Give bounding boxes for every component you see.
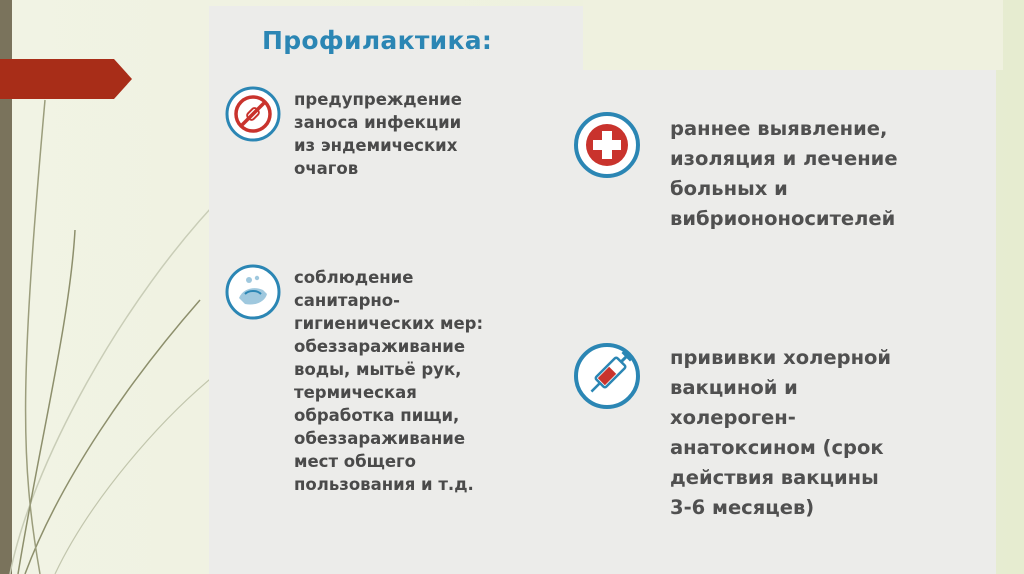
item-line: изоляция и лечение [670, 147, 898, 170]
item-line: из эндемических [294, 136, 458, 155]
item-line: заноса инфекции [294, 113, 462, 132]
item-line: термическая [294, 383, 417, 402]
syringe-icon [573, 342, 641, 410]
panel-notch [583, 0, 1003, 70]
item-line: очагов [294, 159, 359, 178]
red-arrow-shape [0, 59, 132, 99]
item-line: 3-6 месяцев) [670, 496, 815, 519]
item-line: вибриононосителей [670, 207, 896, 230]
red-cross-icon [573, 111, 641, 179]
item-line: гигиенических мер: [294, 314, 484, 333]
item-line: санитарно- [294, 291, 400, 310]
item-line: обработка пищи, [294, 406, 460, 425]
item-line: действия вакцины [670, 466, 879, 489]
item-line: раннее выявление, [670, 117, 888, 140]
item-line: пользования и т.д. [294, 475, 474, 494]
item-line: обеззараживание [294, 429, 466, 448]
item-line: прививки холерной [670, 346, 892, 369]
item-line: обеззараживание [294, 337, 466, 356]
item-line: больных и [670, 177, 788, 200]
hand-washing-icon [225, 264, 281, 320]
page-title: Профилактика: [262, 26, 493, 55]
item-line: мест общего [294, 452, 417, 471]
item-line: холероген- [670, 406, 796, 429]
item-line: вакциной и [670, 376, 798, 399]
item-line: воды, мытьё рук, [294, 360, 462, 379]
item-line: анатоксином (срок [670, 436, 884, 459]
item-line: предупреждение [294, 90, 462, 109]
no-entry-icon [225, 86, 281, 142]
item-line: соблюдение [294, 268, 414, 287]
